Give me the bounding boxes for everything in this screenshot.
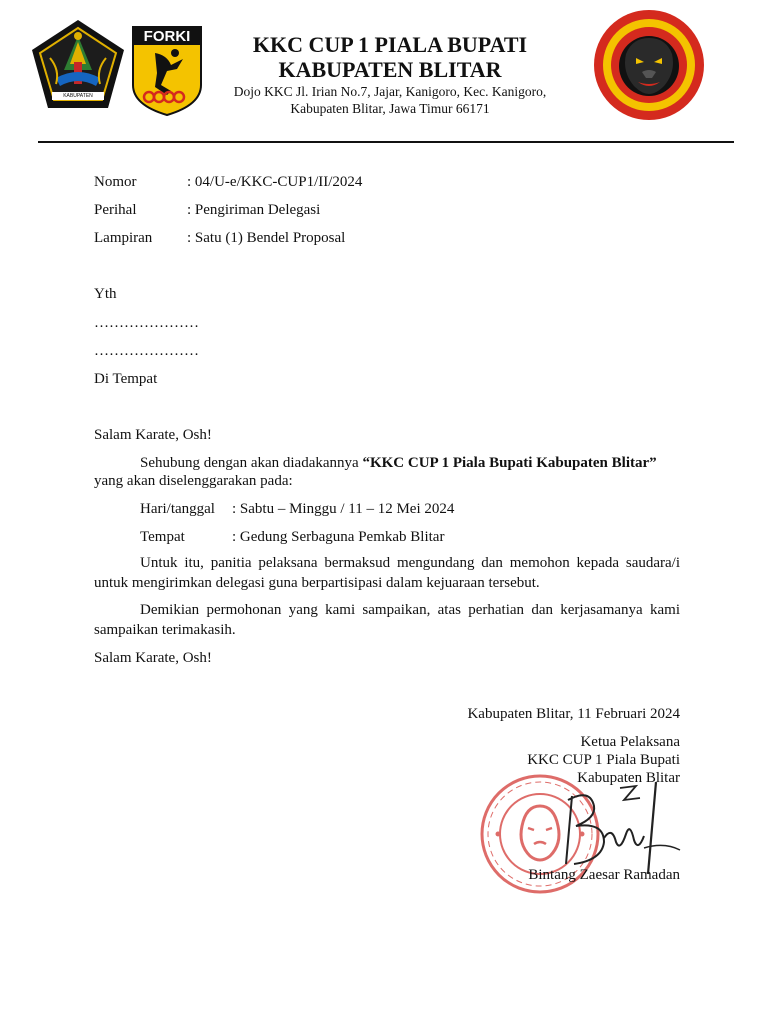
perihal-label: Perihal xyxy=(94,202,137,218)
lion-head-icon xyxy=(592,8,706,122)
tempat-value: : Gedung Serbaguna Pemkab Blitar xyxy=(232,529,445,545)
signer-name: Bintang Zaesar Ramadan xyxy=(528,867,680,883)
paragraph-3-text: Demikian permohonan yang kami sampaikan, atas perhatian dan kerjasamanya kami sampaikan terimakasih. xyxy=(94,602,680,638)
lampiran-label: Lampiran xyxy=(94,230,153,246)
paragraph-3 xyxy=(94,600,680,640)
letterhead-address-line1: Dojo KKC Jl. Irian No.7, Jajar, Kanigoro, Kec. Kanigoro, xyxy=(233,84,547,99)
letterhead-title-line1: KKC CUP 1 PIALA BUPATI xyxy=(252,32,528,57)
handwritten-signature xyxy=(520,778,690,878)
role-line-1: Ketua Pelaksana xyxy=(580,734,680,750)
closing-greeting: Salam Karate, Osh! xyxy=(94,650,212,666)
place-date: Kabupaten Blitar, 11 Februari 2024 xyxy=(467,706,680,722)
recipient-dots-1: ………………… xyxy=(94,315,199,331)
paragraph-1-line2: yang akan diselenggarakan pada: xyxy=(94,473,293,489)
logo-forki xyxy=(131,25,203,117)
nomor-value: : 04/U-e/KKC-CUP1/II/2024 xyxy=(187,174,363,190)
paragraph-2 xyxy=(94,553,680,593)
forki-label: FORKI xyxy=(143,28,191,45)
role-line-3: Kabupaten Blitar xyxy=(577,770,680,786)
perihal-value: : Pengiriman Delegasi xyxy=(187,202,321,218)
hari-label: Hari/tanggal xyxy=(140,501,215,517)
hari-value: : Sabtu – Minggu / 11 – 12 Mei 2024 xyxy=(232,501,455,517)
recipient-place: Di Tempat xyxy=(94,371,158,387)
lampiran-value: : Satu (1) Bendel Proposal xyxy=(187,230,346,246)
logo-dojo-kkc xyxy=(592,8,706,122)
letterhead-title-line2: KABUPATEN BLITAR xyxy=(278,57,502,82)
paragraph-1-text: Sehubung dengan akan diadakannya xyxy=(140,455,363,471)
event-name: “KKC CUP 1 Piala Bupati Kabupaten Blitar” xyxy=(362,455,657,471)
greeting: Salam Karate, Osh! xyxy=(94,427,212,443)
paragraph-1 xyxy=(140,454,657,472)
recipient-yth: Yth xyxy=(94,286,117,302)
recipient-dots-2: ………………… xyxy=(94,343,199,359)
role-line-2: KKC CUP 1 Piala Bupati xyxy=(527,752,680,768)
letterhead-address-line2: Kabupaten Blitar, Jawa Timur 66171 xyxy=(290,101,490,116)
paragraph-2-text: Untuk itu, panitia pelaksana bermaksud mengundang dan memohon kepada saudara/i untuk mengirimkan delegasi guna berpartisipasi dalam kejuaraan tersebut. xyxy=(94,555,680,591)
logo-left-label: KABUPATEN BLITAR xyxy=(63,93,93,107)
signature-icon xyxy=(520,778,690,878)
logo-kabupaten-blitar xyxy=(30,18,126,112)
nomor-label: Nomor xyxy=(94,174,137,190)
tempat-label: Tempat xyxy=(140,529,185,545)
letterhead-divider xyxy=(38,141,734,143)
